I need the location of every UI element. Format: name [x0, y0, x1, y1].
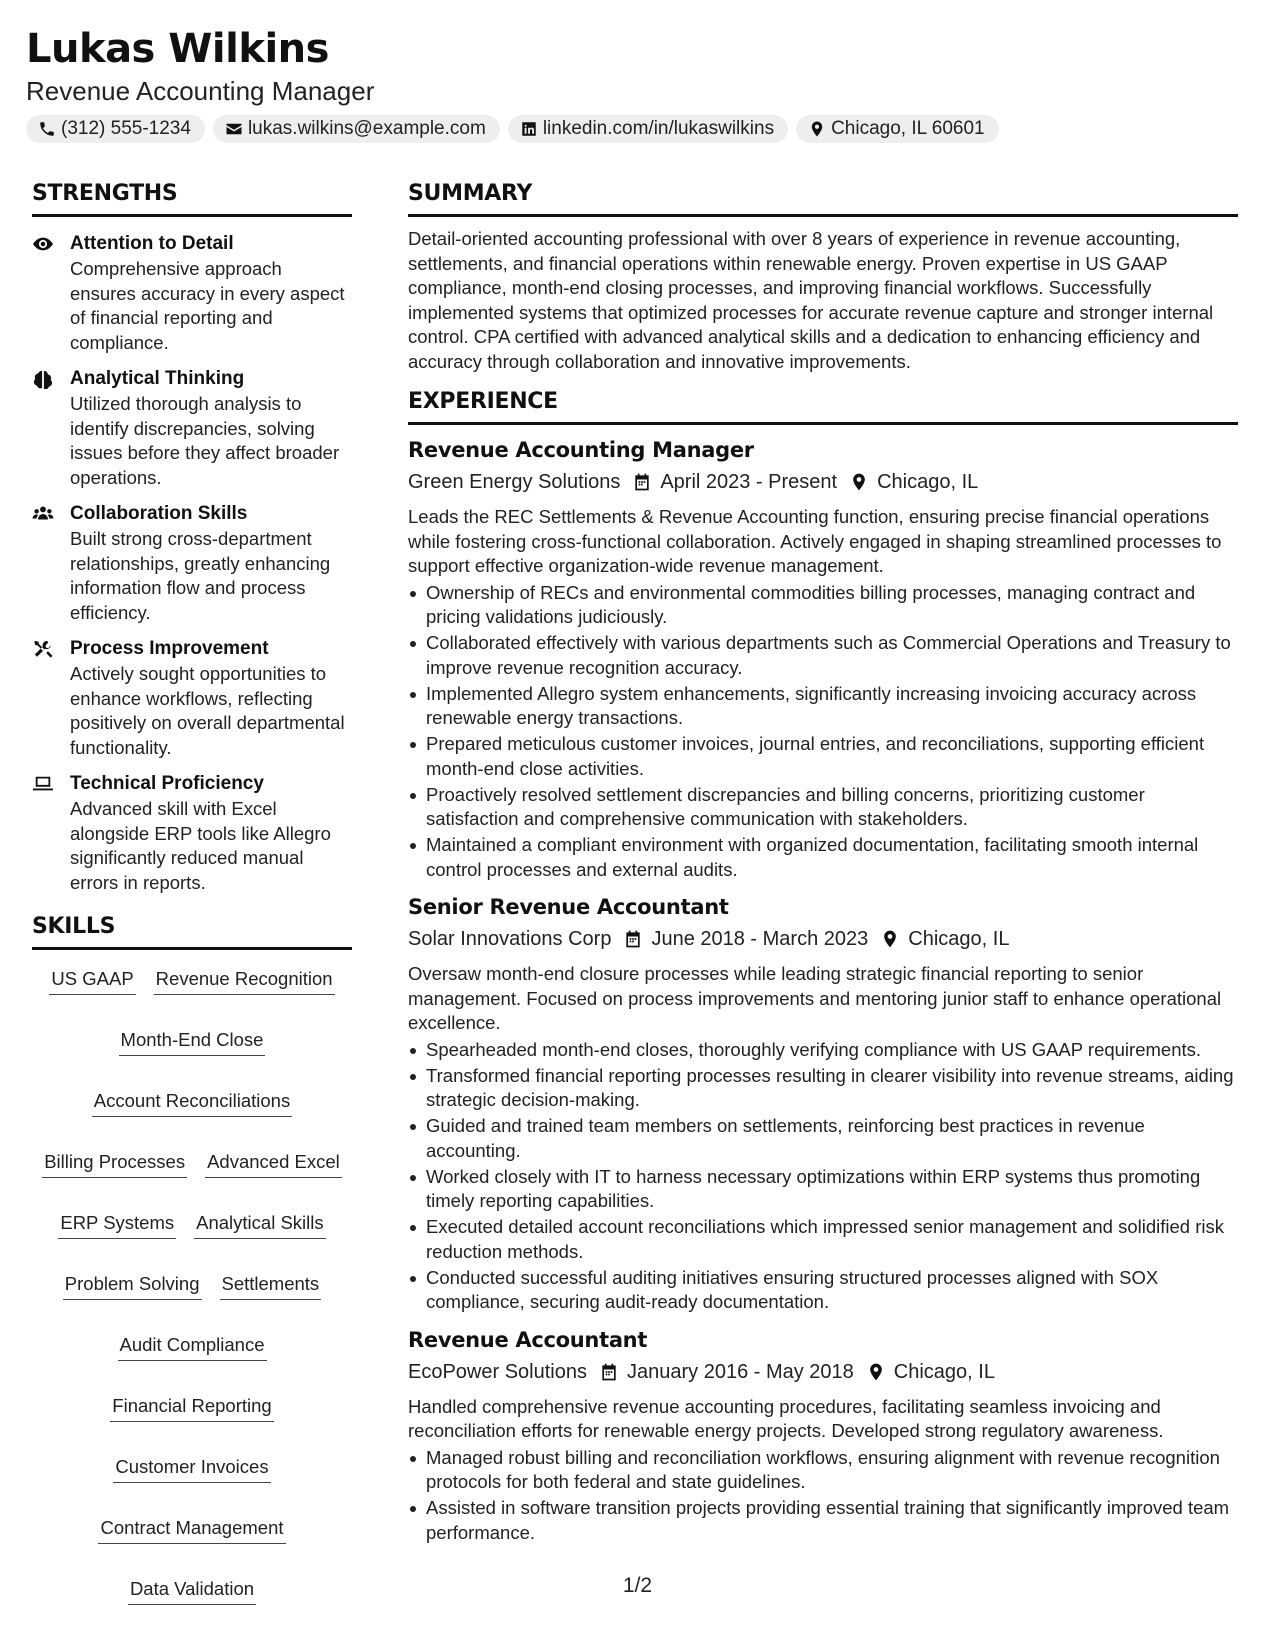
laptop-icon: [32, 774, 54, 794]
calendar-icon: [632, 472, 652, 492]
strength-desc: Actively sought opportunities to enhance workflows, reflecting positively on overall departmental functionality.: [70, 663, 345, 758]
contact-bar: [26, 115, 1249, 143]
summary-heading: SUMMARY: [408, 180, 1238, 217]
job-bullet: Proactively resolved settlement discrepancies and billing concerns, prioritizing customer satisfaction and comprehensive communication with stakeholders.: [408, 783, 1238, 832]
strengths-heading: STRENGTHS: [32, 180, 352, 217]
strength-item: [32, 771, 352, 895]
job-entry: [408, 1325, 1238, 1546]
job-description: Handled comprehensive revenue accounting procedures, facilitating seamless invoicing and reconciliation efforts for renewable energy projects. Developed strong regulatory awareness.: [408, 1395, 1164, 1441]
summary-text: Detail-oriented accounting professional with over 8 years of experience in revenue accounting, settlements, and financial operations within renewable energy. Proven expertise in US GAAP compliance, month-end closing processes, and improving financial workflows. Successfully implemented systems that optimized processes for accurate revenue capture and stronger internal control. CPA certified with advanced analytical skills and a dedication to enhancing efficiency and accuracy through collaboration and innovative improvements.: [408, 228, 1214, 372]
strength-desc: Utilized thorough analysis to identify discrepancies, solving issues before they affect broader operations.: [70, 393, 340, 488]
contact-phone-text: (312) 555-1234: [61, 118, 191, 139]
job-meta: [408, 467, 1238, 497]
strength-title: Attention to Detail: [70, 233, 234, 254]
job-company: EcoPower Solutions: [408, 1360, 587, 1383]
calendar-icon: [623, 929, 643, 949]
job-dates: January 2016 - May 2018: [626, 1360, 854, 1383]
strengths-list: [32, 231, 352, 895]
job-description: Oversaw month-end closure processes while leading strategic financial reporting to senior management. Focused on process improvements and mentoring junior staff to enhance operational excellence.: [408, 963, 1222, 1033]
job-bullets: [408, 1446, 1238, 1546]
skill-tag: US GAAP: [49, 966, 135, 995]
resume-header: [26, 24, 1249, 143]
job-meta: [408, 924, 1238, 954]
job-bullet: Managed robust billing and reconciliation workflows, ensuring alignment with revenue recognition protocols for both federal and state guidelines.: [408, 1446, 1238, 1495]
job-dates: June 2018 - March 2023: [651, 928, 869, 950]
strength-item: [32, 636, 352, 760]
job-company: Solar Innovations Corp: [408, 928, 612, 950]
contact-linkedin[interactable]: [508, 115, 788, 143]
job-bullet: Transformed financial reporting processes resulting in clearer visibility into revenue streams, aiding strategic decision-making.: [408, 1064, 1238, 1113]
job-meta: [408, 1357, 1238, 1387]
contact-phone[interactable]: [26, 115, 205, 143]
job-location: Chicago, IL: [877, 471, 979, 493]
map-pin-icon: [866, 1362, 886, 1382]
job-bullet: Maintained a compliant environment with organized documentation, facilitating smooth internal control processes and external audits.: [408, 833, 1238, 882]
job-bullet: Assisted in software transition projects providing essential training that significantly improved team performance.: [408, 1496, 1238, 1545]
strength-desc: Comprehensive approach ensures accuracy in every aspect of financial reporting and compliance.: [70, 258, 345, 353]
job-bullet: Conducted successful auditing initiatives ensuring structured processes aligned with SOX compliance, securing audit-ready documentation.: [408, 1266, 1238, 1315]
page-number: 1/2: [622, 1574, 653, 1597]
skill-tag: Financial Reporting: [110, 1393, 273, 1422]
envelope-icon: [225, 120, 243, 138]
job-bullet: Implemented Allegro system enhancements, significantly increasing invoicing accuracy across renewable energy transactions.: [408, 682, 1238, 731]
candidate-name: Lukas Wilkins: [26, 26, 329, 72]
job-bullet: Spearheaded month-end closes, thoroughly verifying compliance with US GAAP requirements.: [408, 1038, 1238, 1063]
experience-section: [408, 388, 1238, 1545]
strength-desc: Advanced skill with Excel alongside ERP tools like Allegro significantly reduced manual errors in reports.: [70, 798, 331, 893]
job-title: Revenue Accountant: [408, 1327, 648, 1352]
job-bullets: [408, 1038, 1238, 1315]
job-entry: [408, 435, 1238, 882]
strength-desc: Built strong cross-department relationships, greatly enhancing information flow and process efficiency.: [70, 528, 331, 623]
eye-icon: [32, 234, 54, 254]
skills-section: [32, 913, 352, 1605]
candidate-role: Revenue Accounting Manager: [26, 76, 375, 106]
skill-tag: Account Reconciliations: [92, 1088, 292, 1117]
job-location: Chicago, IL: [893, 1360, 995, 1383]
skill-tag: Advanced Excel: [205, 1149, 342, 1178]
strength-title: Collaboration Skills: [70, 503, 248, 524]
strength-item: [32, 501, 352, 625]
skills-heading: SKILLS: [32, 913, 352, 950]
strength-item: [32, 231, 352, 355]
skill-tag: Revenue Recognition: [154, 966, 335, 995]
contact-location-text: Chicago, IL 60601: [831, 118, 985, 139]
skill-tag: Problem Solving: [63, 1271, 202, 1300]
skill-tag: ERP Systems: [58, 1210, 176, 1239]
left-column: [32, 180, 352, 1605]
skill-tag: Month-End Close: [119, 1027, 266, 1056]
job-location: Chicago, IL: [908, 928, 1010, 950]
users-icon: [32, 504, 54, 524]
skill-tag: Analytical Skills: [194, 1210, 326, 1239]
phone-icon: [38, 120, 56, 138]
map-pin-icon: [849, 472, 869, 492]
right-column: [408, 180, 1238, 1547]
job-entry: [408, 892, 1238, 1315]
tools-icon: [32, 639, 54, 659]
job-bullet: Executed detailed account reconciliations which impressed senior management and solidified risk reduction methods.: [408, 1215, 1238, 1264]
job-bullets: [408, 581, 1238, 883]
job-bullet: Guided and trained team members on settlements, reinforcing best practices in revenue accounting.: [408, 1114, 1238, 1163]
strength-title: Process Improvement: [70, 638, 269, 659]
skill-tag: Data Validation: [128, 1576, 256, 1605]
skills-list: [32, 966, 352, 1605]
job-company: Green Energy Solutions: [408, 471, 621, 493]
strength-item: [32, 366, 352, 490]
job-bullet: Prepared meticulous customer invoices, journal entries, and reconciliations, supporting efficient month-end close activities.: [408, 732, 1238, 781]
map-pin-icon: [808, 120, 826, 138]
job-bullet: Worked closely with IT to harness necessary optimizations within ERP systems thus promoting timely reporting capabilities.: [408, 1165, 1238, 1214]
calendar-icon: [599, 1362, 619, 1382]
skill-tag: Billing Processes: [42, 1149, 187, 1178]
job-title: Senior Revenue Accountant: [408, 895, 729, 919]
job-bullet: Collaborated effectively with various departments such as Commercial Operations and Treasury to improve revenue recognition accuracy.: [408, 631, 1238, 680]
skill-tag: Audit Compliance: [118, 1332, 267, 1361]
experience-heading: EXPERIENCE: [408, 388, 1238, 425]
job-description: Leads the REC Settlements & Revenue Accounting function, ensuring precise financial operations while fostering cross-functional collaboration. Actively engaged in shaping streamlined processes to support effective organization-wide revenue management.: [408, 506, 1222, 576]
job-bullet: Ownership of RECs and environmental commodities billing processes, managing contract and pricing validations judiciously.: [408, 581, 1238, 630]
contact-linkedin-text: linkedin.com/in/lukaswilkins: [542, 118, 775, 139]
job-dates: April 2023 - Present: [660, 471, 838, 493]
strength-title: Analytical Thinking: [70, 368, 245, 389]
contact-email-text: lukas.wilkins@example.com: [247, 118, 486, 139]
map-pin-icon: [880, 929, 900, 949]
skill-tag: Settlements: [220, 1271, 322, 1300]
strength-title: Technical Proficiency: [70, 773, 264, 794]
brain-icon: [32, 369, 54, 389]
skill-tag: Customer Invoices: [113, 1454, 270, 1483]
skill-tag: Contract Management: [98, 1515, 285, 1544]
contact-email[interactable]: [213, 115, 500, 143]
contact-location: [796, 115, 999, 143]
job-title: Revenue Accounting Manager: [408, 438, 754, 462]
linkedin-icon: [520, 120, 538, 138]
